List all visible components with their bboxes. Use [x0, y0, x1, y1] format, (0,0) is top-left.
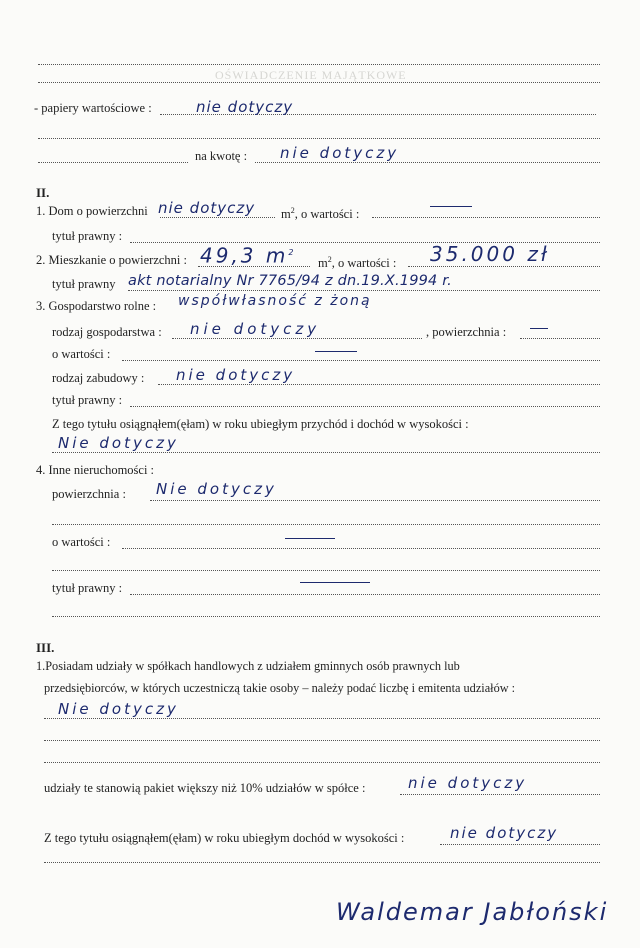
- dotted-line: [440, 844, 600, 845]
- dotted-line: [44, 762, 600, 763]
- udzialy-line-1: 1.Posiadam udziały w spółkach handlowych z udziałem gminnych osób prawnych lub: [36, 659, 460, 673]
- dotted-line: [52, 524, 600, 525]
- dotted-line: [400, 794, 600, 795]
- gospodarstwo-note: współwłasność z żoną: [178, 293, 372, 309]
- dotted-line: [38, 82, 600, 83]
- inne-nieruchomosci-label: 4. Inne nieruchomości :: [36, 463, 155, 477]
- dotted-line: [150, 500, 600, 501]
- inne-tytul-label: tytuł prawny :: [52, 581, 123, 595]
- mieszkanie-area: 49,3 $m^2$: [200, 243, 297, 268]
- dotted-line: [130, 406, 600, 407]
- dotted-line: [38, 162, 188, 163]
- dotted-line: [44, 862, 600, 863]
- pakiet-value: nie dotyczy: [408, 774, 528, 792]
- dotted-line: [52, 616, 600, 617]
- mieszkanie-label: 2. Mieszkanie o powierzchni :: [36, 253, 187, 267]
- dash-mark: [285, 538, 335, 539]
- udzialy-value: Nie dotyczy: [58, 700, 179, 718]
- z-tego-przychod-label: Z tego tytułu osiągnąłem(ęłam) w roku ubiegłym przychód i dochód w wysokości :: [52, 417, 469, 431]
- rodzaj-zabudowy-value: nie dotyczy: [176, 366, 296, 384]
- gospodarstwo-label: 3. Gospodarstwo rolne :: [36, 299, 157, 313]
- dotted-line: [122, 360, 600, 361]
- rodzaj-gospodarstwa-value: nie dotyczy: [190, 320, 321, 338]
- z-tego-dochod-label: Z tego tytułu osiągnąłem(ęłam) w roku ubiegłym dochód w wysokości :: [44, 831, 405, 845]
- mieszkanie-unit: $m^2$, o wartości :: [318, 255, 397, 271]
- inne-powierzchnia-value: Nie dotyczy: [156, 480, 277, 498]
- papiery-label: - papiery wartościowe :: [34, 101, 152, 115]
- mieszkanie-value: 35.000 zł: [430, 242, 550, 266]
- dotted-line: [38, 138, 600, 139]
- dotted-line: [408, 266, 600, 267]
- dotted-line: [44, 740, 600, 741]
- dash-mark: [530, 328, 548, 329]
- dash-mark: [300, 582, 370, 583]
- pakiet-label: udziały te stanowią pakiet większy niż 10% udziałów w spółce :: [44, 781, 366, 795]
- dom-unit: $m^2$, o wartości :: [281, 206, 360, 222]
- z-tego-przychod-value: Nie dotyczy: [58, 434, 179, 452]
- ghost-header: OŚWIADCZENIE MAJĄTKOWE: [215, 68, 407, 82]
- dom-value: nie dotyczy: [158, 199, 256, 217]
- signature: Waldemar Jabłoński: [336, 898, 609, 926]
- dotted-line: [122, 548, 600, 549]
- section-III: III.: [36, 640, 55, 655]
- mieszkanie-tytul-label: tytuł prawny: [52, 277, 116, 291]
- mieszkanie-tytul: akt notarialny Nr 7765/94 z dn.19.X.1994 r.: [128, 273, 452, 289]
- kwote-value: nie dotyczy: [280, 144, 400, 162]
- dotted-line: [520, 338, 600, 339]
- rodzaj-zabudowy-label: rodzaj zabudowy :: [52, 371, 145, 385]
- rodzaj-gospodarstwa-label: rodzaj gospodarstwa :: [52, 325, 162, 339]
- powierzchnia-label: , powierzchnia :: [426, 325, 507, 339]
- dom-tytul-label: tytuł prawny :: [52, 229, 123, 243]
- z-tego-dochod-value: nie dotyczy: [450, 824, 559, 842]
- papiery-value: nie dotyczy: [196, 98, 294, 116]
- gosp-tytul-label: tytuł prawny :: [52, 393, 123, 407]
- dash-mark: [315, 351, 357, 352]
- dotted-line: [52, 570, 600, 571]
- dotted-line: [38, 64, 600, 65]
- udzialy-line-2: przedsiębiorców, w których uczestniczą takie osoby – należy podać liczbę i emitenta udziałów :: [44, 681, 516, 695]
- kwote-label: na kwotę :: [195, 149, 248, 163]
- inne-powierzchnia-label: powierzchnia :: [52, 487, 126, 501]
- dotted-line: [372, 217, 600, 218]
- dotted-line: [130, 594, 600, 595]
- section-II: II.: [36, 185, 50, 200]
- dom-label: 1. Dom o powierzchni: [36, 204, 148, 218]
- inne-wartosc-label: o wartości :: [52, 535, 111, 549]
- dash-mark: [430, 206, 472, 207]
- gosp-wartosc-label: o wartości :: [52, 347, 111, 361]
